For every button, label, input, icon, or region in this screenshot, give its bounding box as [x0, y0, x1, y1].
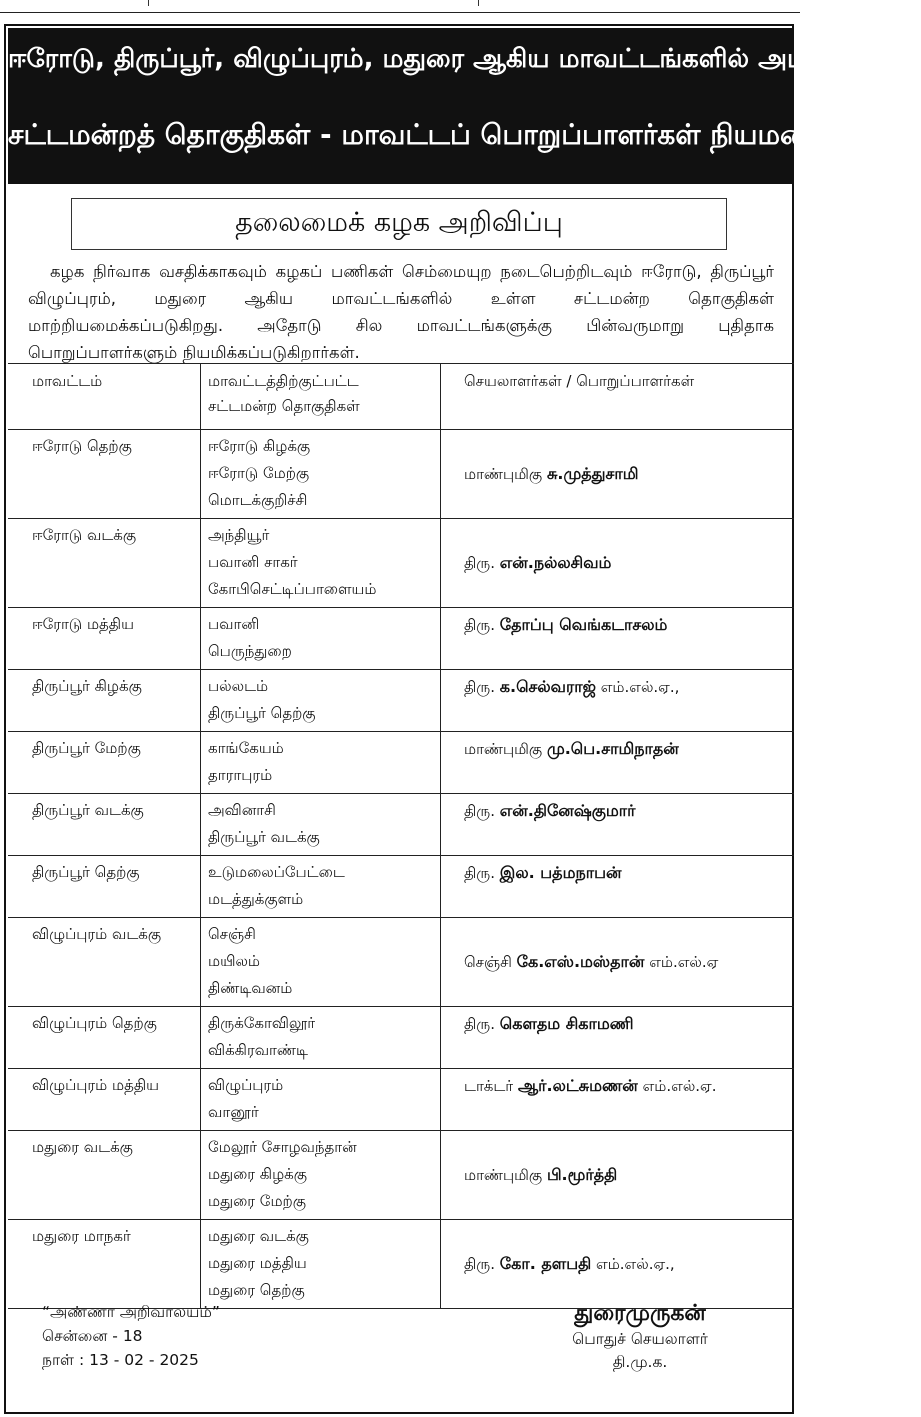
official-title: மாண்புமிகு: [464, 1166, 543, 1184]
constituency-cell: திருக்கோவிலூர்: [208, 1014, 316, 1032]
constituency-cell: அந்தியூர்: [208, 526, 270, 544]
official-name: என்.நல்லசிவம்: [499, 553, 612, 572]
constituency-cell: ஈரோடு மேற்கு: [208, 464, 310, 482]
table-rule: [8, 1130, 794, 1131]
constituency-cell: ஈரோடு கிழக்கு: [208, 437, 311, 455]
official-name: ஆர்.லட்சுமணன்: [517, 1076, 638, 1095]
official-cell: [464, 611, 667, 639]
notice-title: தலைமைக் கழக அறிவிப்பு: [235, 207, 563, 238]
district-cell: ஈரோடு மத்திய: [32, 615, 134, 633]
district-cell: திருப்பூர் மேற்கு: [32, 739, 141, 757]
constituency-cell: மடத்துக்குளம்: [208, 890, 304, 908]
footer-date: நாள் : 13 - 02 - 2025: [42, 1351, 199, 1369]
district-cell: விழுப்புரம் மத்திய: [32, 1076, 159, 1094]
signatory-name: துரைமுருகன்: [574, 1301, 706, 1326]
official-title: திரு.: [464, 616, 495, 634]
table-rule: [8, 1068, 794, 1069]
official-suffix: எம்.எல்.ஏ.,: [596, 1255, 675, 1273]
footer-address: [42, 1300, 220, 1372]
official-suffix: எம்.எல்.ஏ.: [642, 1077, 717, 1095]
official-name: க.செல்வராஜ்: [499, 677, 596, 696]
constituency-cell: கோபிசெட்டிப்பாளையம்: [208, 580, 377, 598]
official-name: கோ. தளபதி: [499, 1254, 592, 1273]
official-cell: [464, 549, 611, 577]
table-rule: [8, 917, 794, 918]
official-name: மு.பெ.சாமிநாதன்: [546, 739, 679, 758]
signatory-title: பொதுச் செயலாளர்: [572, 1330, 708, 1348]
constituency-cell: திருப்பூர் தெற்கு: [208, 704, 316, 722]
table-column-rule: [440, 363, 441, 1308]
table-rule: [8, 429, 794, 430]
constituency-cell: பவானி: [208, 615, 260, 633]
constituency-cell: வானூர்: [208, 1103, 259, 1121]
header-officials: செயலாளர்கள் / பொறுப்பாளர்கள்: [464, 372, 695, 390]
official-title: திரு.: [464, 1015, 495, 1033]
district-cell: மதுரை மாநகர்: [32, 1227, 131, 1245]
signature-block: [500, 1300, 780, 1374]
table-rule: [8, 1006, 794, 1007]
official-title: திரு.: [464, 678, 495, 696]
headline-line-1: ஈரோடு, திருப்பூர், விழுப்புரம், மதுரை ஆகிய மாவட்டங்களில் அடங்கியுள்ள: [8, 44, 921, 74]
official-suffix: எம்.எல்.ஏ.,: [600, 678, 680, 696]
official-title: செஞ்சி: [464, 953, 512, 971]
constituency-cell: மதுரை வடக்கு: [208, 1227, 309, 1245]
constituency-cell: மேலூர் சோழவந்தான்: [208, 1138, 357, 1156]
official-title: மாண்புமிகு: [464, 740, 543, 758]
table-rule: [8, 731, 794, 732]
table-rule: [8, 1219, 794, 1220]
official-name: இல. பத்மநாபன்: [499, 863, 622, 882]
constituency-cell: பவானி சாகர்: [208, 553, 298, 571]
official-cell: [464, 460, 639, 488]
constituency-cell: பல்லடம்: [208, 677, 269, 695]
official-title: மாண்புமிகு: [464, 465, 543, 483]
district-cell: ஈரோடு வடக்கு: [32, 526, 137, 544]
header-district: மாவட்டம்: [32, 372, 103, 390]
official-cell: [464, 1161, 617, 1189]
constituency-cell: திண்டிவனம்: [208, 979, 293, 997]
constituency-cell: மதுரை மத்திய: [208, 1254, 307, 1272]
constituency-cell: தாராபுரம்: [208, 766, 273, 784]
party-name: தி.மு.க.: [612, 1353, 668, 1371]
table-rule: [8, 607, 794, 608]
official-title: திரு.: [464, 1255, 495, 1273]
header-constituencies-line2: சட்டமன்ற தொகுதிகள்: [208, 397, 360, 415]
constituency-cell: செஞ்சி: [208, 925, 256, 943]
official-title: திரு.: [464, 802, 495, 820]
official-cell: [464, 1072, 717, 1100]
footer-place: “அண்ணா அறிவாலயம்”: [42, 1303, 220, 1321]
table-rule: [8, 518, 794, 519]
official-name: கௌதம சிகாமணி: [499, 1014, 634, 1033]
constituency-cell: மொடக்குறிச்சி: [208, 491, 308, 509]
official-name: என்.தினேஷ்குமார்: [499, 801, 636, 820]
official-cell: [464, 1010, 634, 1038]
constituency-cell: அவினாசி: [208, 801, 276, 819]
intro-paragraph: கழக நிர்வாக வசதிக்காகவும் கழகப் பணிகள் செம்மையுற நடைபெற்றிடவும் ஈரோடு, திருப்பூர் விழுப்புரம், மதுரை ஆகிய மாவட்டங்களில் உள்ள சட்டமன்ற தொகுதிகள் மாற்றியமைக்கப்படுகிறது. அதோடு சில மாவட்டங்களுக்கு பின்வருமாறு புதிதாக பொறுப்பாளர்களும் நியமிக்கப்படுகிறார்கள்.: [28, 262, 774, 362]
constituency-cell: விழுப்புரம்: [208, 1076, 284, 1094]
top-rule: [0, 12, 800, 13]
official-cell: [464, 735, 679, 763]
table-rule: [8, 855, 794, 856]
table-rule: [8, 793, 794, 794]
official-cell: [464, 859, 622, 887]
district-cell: திருப்பூர் தெற்கு: [32, 863, 140, 881]
table-rule: [8, 363, 794, 364]
constituency-cell: மதுரை தெற்கு: [208, 1281, 305, 1299]
district-cell: ஈரோடு தெற்கு: [32, 437, 132, 455]
official-cell: [464, 948, 718, 976]
constituency-cell: மதுரை மேற்கு: [208, 1192, 306, 1210]
official-cell: [464, 1250, 675, 1278]
district-cell: விழுப்புரம் வடக்கு: [32, 925, 162, 943]
notice-title-box: [71, 198, 727, 250]
headline-line-2: சட்டமன்றத் தொகுதிகள் - மாவட்டப் பொறுப்பாளர்கள் நியமனம் !: [8, 118, 853, 151]
top-tick: [148, 0, 149, 6]
header-constituencies-line1: மாவட்டத்திற்குட்பட்ட: [208, 372, 359, 390]
constituency-cell: மயிலம்: [208, 952, 260, 970]
official-name: பி.மூர்த்தி: [546, 1165, 618, 1184]
official-title: திரு.: [464, 554, 495, 572]
district-cell: மதுரை வடக்கு: [32, 1138, 133, 1156]
official-title: திரு.: [464, 864, 495, 882]
district-cell: விழுப்புரம் தெற்கு: [32, 1014, 157, 1032]
footer-city: சென்னை - 18: [42, 1327, 143, 1345]
table-rule: [8, 669, 794, 670]
official-cell: [464, 673, 679, 701]
table-column-rule: [200, 363, 201, 1308]
official-cell: [464, 797, 635, 825]
official-name: தோப்பு வெங்கடாசலம்: [499, 615, 668, 634]
official-name: கே.எஸ்.மஸ்தான்: [516, 952, 645, 971]
official-title: டாக்டர்: [464, 1077, 514, 1095]
official-name: சு.முத்துசாமி: [546, 464, 639, 483]
top-tick: [478, 0, 479, 6]
constituency-cell: பெருந்துறை: [208, 642, 292, 660]
constituency-cell: காங்கேயம்: [208, 739, 284, 757]
constituency-cell: மதுரை கிழக்கு: [208, 1165, 307, 1183]
district-cell: திருப்பூர் கிழக்கு: [32, 677, 142, 695]
constituency-cell: உடுமலைப்பேட்டை: [208, 863, 345, 881]
constituency-cell: திருப்பூர் வடக்கு: [208, 828, 320, 846]
headline-banner: [8, 28, 921, 184]
constituency-cell: விக்கிரவாண்டி: [208, 1041, 308, 1059]
official-suffix: எம்.எல்.ஏ: [649, 953, 719, 971]
district-cell: திருப்பூர் வடக்கு: [32, 801, 144, 819]
